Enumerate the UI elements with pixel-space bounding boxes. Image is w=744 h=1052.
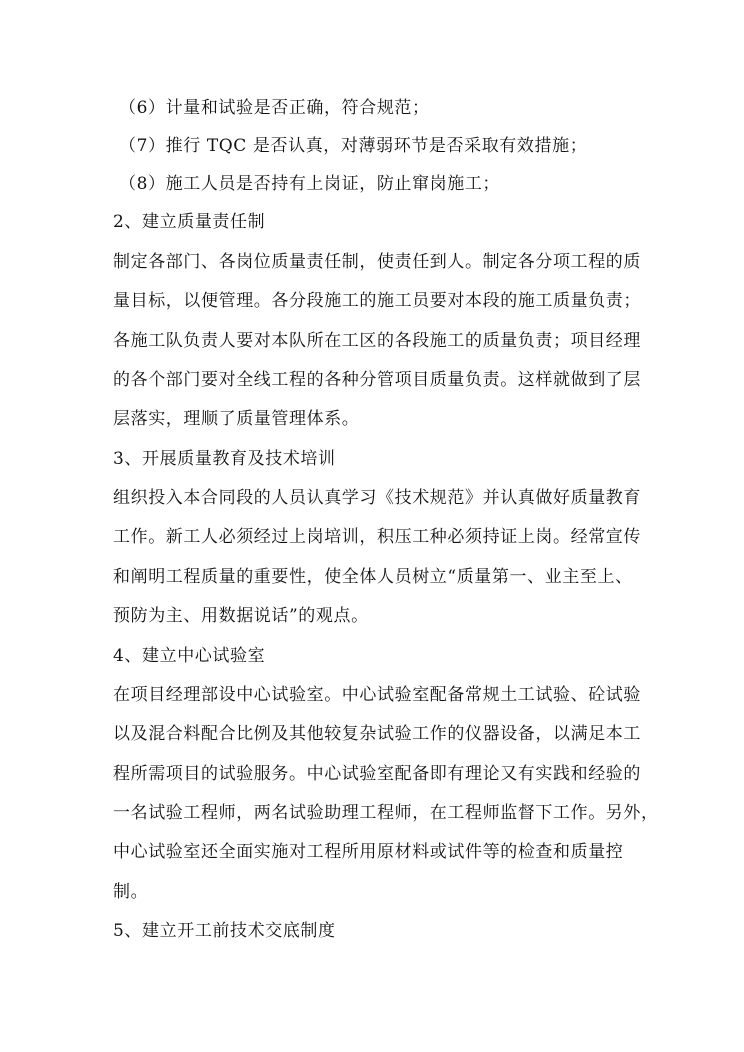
- paragraph-line: 层落实，理顺了质量管理体系。: [113, 409, 360, 429]
- section-heading-2: 2、建立质量责任制: [113, 212, 266, 232]
- paragraph-line: 组织投入本合同段的人员认真学习《技术规范》并认真做好质量教育: [113, 488, 641, 508]
- paragraph-line: 预防为主、用数据说话”的观点。: [113, 606, 369, 626]
- paragraph-line: 一名试验工程师，两名试验助理工程师，在工程师监督下工作。另外，: [113, 803, 659, 823]
- section-heading-4: 4、建立中心试验室: [113, 646, 266, 666]
- check-item-7: （7）推行 TQC 是否认真，对薄弱环节是否采取有效措施；: [119, 136, 588, 156]
- check-item-8: （8）施工人员是否持有上岗证，防止窜岗施工；: [119, 174, 501, 194]
- paragraph-line: 量目标，以便管理。各分段施工的施工员要对本段的施工质量负责；: [113, 291, 641, 311]
- paragraph-line: 程所需项目的试验服务。中心试验室配备即有理论又有实践和经验的: [113, 764, 641, 784]
- paragraph-line: 工作。新工人必须经过上岗培训，积压工种必须持证上岗。经常宣传: [113, 527, 641, 547]
- check-item-6: （6）计量和试验是否正确，符合规范；: [119, 98, 430, 118]
- paragraph-line: 和阐明工程质量的重要性，使全体人员树立“质量第一、业主至上、: [113, 567, 633, 587]
- paragraph-line: 中心试验室还全面实施对工程所用原材料或试件等的检查和质量控: [113, 842, 624, 862]
- paragraph-line: 在项目经理部设中心试验室。中心试验室配备常规土工试验、砼试验: [113, 685, 641, 705]
- paragraph-line: 以及混合料配合比例及其他较复杂试验工作的仪器设备，以满足本工: [113, 724, 641, 744]
- paragraph-line: 的各个部门要对全线工程的各种分管项目质量负责。这样就做到了层: [113, 370, 641, 390]
- section-heading-3: 3、开展质量教育及技术培训: [113, 449, 336, 469]
- paragraph-line: 制。: [113, 882, 149, 902]
- paragraph-line: 各施工队负责人要对本队所在工区的各段施工的质量负责；项目经理: [113, 331, 641, 351]
- paragraph-line: 制定各部门、各岗位质量责任制，使责任到人。制定各分项工程的质: [113, 252, 641, 272]
- section-heading-5: 5、建立开工前技术交底制度: [113, 921, 336, 941]
